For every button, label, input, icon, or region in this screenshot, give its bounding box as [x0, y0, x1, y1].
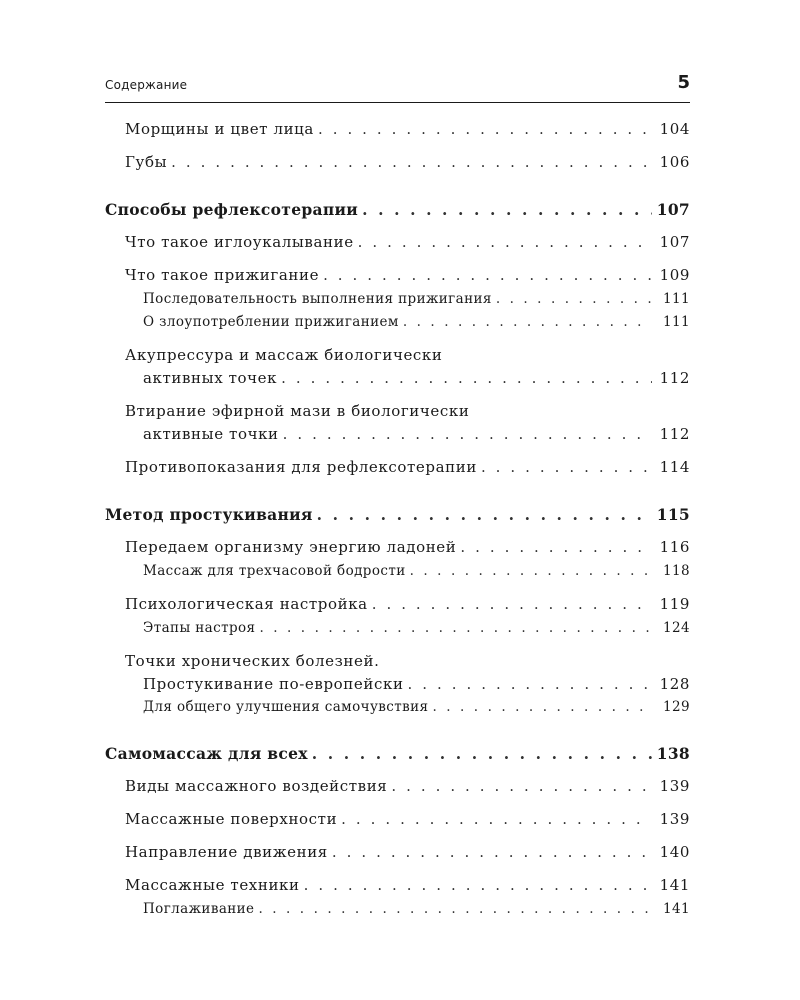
toc-entry[interactable] [125, 233, 690, 251]
toc-subentry[interactable] [143, 291, 690, 307]
dot-leader [304, 876, 652, 894]
toc-chapter-page: 107 [656, 200, 690, 219]
toc-subentry[interactable] [143, 901, 690, 917]
running-title: Содержание [105, 78, 188, 92]
toc-subentry-page: 124 [663, 620, 690, 636]
toc-subentry-title: Массаж для трехчасовой бодрости [143, 563, 406, 579]
toc-chapter[interactable] [105, 505, 690, 524]
toc-entry-page: 128 [659, 675, 690, 693]
toc-entry[interactable] [125, 120, 690, 138]
dot-leader [283, 425, 652, 443]
toc-entry[interactable] [125, 458, 690, 476]
toc-entry[interactable] [125, 595, 690, 613]
toc-entry-page: 119 [659, 595, 690, 613]
toc-entry-title: Массажные техники [125, 876, 300, 894]
dot-leader [460, 538, 652, 556]
dot-leader [341, 810, 652, 828]
dot-leader [403, 314, 652, 330]
toc-subentry[interactable] [143, 314, 690, 330]
toc-subentry-page: 111 [663, 291, 690, 307]
dot-leader [410, 563, 652, 579]
toc-entry-title-line2: Простукивание по-европейски [143, 675, 404, 693]
toc-chapter-title: Способы рефлексотерапии [105, 200, 359, 219]
toc-entry-title: Направление движения [125, 843, 328, 861]
dot-leader [317, 505, 652, 524]
toc-entry-title-line1[interactable]: Акупрессура и массаж биологически [125, 346, 443, 364]
toc-entry-title: Массажные поверхности [125, 810, 338, 828]
toc-subentry-title: Поглаживание [143, 901, 255, 917]
dot-leader [481, 458, 652, 476]
toc-entry-page: 141 [659, 876, 690, 894]
toc-entry-title: Противопоказания для рефлексотерапии [125, 458, 477, 476]
toc-chapter-title: Метод простукивания [105, 505, 313, 524]
header-divider [105, 102, 690, 103]
toc-entry-title-line1[interactable]: Точки хронических болезней. [125, 652, 380, 670]
dot-leader [408, 675, 652, 693]
toc-entry-title-line2: активные точки [143, 425, 279, 443]
toc-entry[interactable] [125, 538, 690, 556]
toc-chapter[interactable] [105, 200, 690, 219]
dot-leader [391, 777, 652, 795]
toc-entry-title-line1[interactable]: Втирание эфирной мази в биологически [125, 402, 470, 420]
toc-subentry-title: О злоупотреблении прижиганием [143, 314, 399, 330]
dot-leader [372, 595, 652, 613]
toc-entry[interactable] [143, 425, 690, 443]
toc-subentry-page: 141 [663, 901, 690, 917]
toc-entry-page: 106 [659, 153, 690, 171]
dot-leader [323, 266, 652, 284]
toc-entry-page: 109 [659, 266, 690, 284]
dot-leader [171, 153, 652, 171]
toc-entry[interactable] [125, 843, 690, 861]
dot-leader [312, 744, 652, 763]
toc-chapter-page: 115 [656, 505, 690, 524]
toc-entry-page: 114 [659, 458, 690, 476]
toc-entry-title: Что такое иглоукалывание [125, 233, 354, 251]
toc-chapter[interactable] [105, 744, 690, 763]
toc-entry-title: Передаем организму энергию ладоней [125, 538, 457, 556]
toc-subentry-page: 129 [663, 699, 690, 715]
toc-entry-title: Виды массажного воздействия [125, 777, 388, 795]
dot-leader [432, 699, 652, 715]
page-header [105, 72, 690, 98]
toc-subentry-title: Последовательность выполнения прижигания [143, 291, 492, 307]
toc-chapter-title: Самомассаж для всех [105, 744, 308, 763]
toc-subentry-page: 118 [663, 563, 690, 579]
toc-entry-page: 104 [659, 120, 690, 138]
dot-leader [258, 901, 652, 917]
toc-entry-page: 112 [659, 425, 690, 443]
toc-entry[interactable] [125, 153, 690, 171]
dot-leader [318, 120, 652, 138]
dot-leader [332, 843, 652, 861]
page-number: 5 [677, 72, 690, 93]
toc-subentry[interactable] [143, 563, 690, 579]
toc-entry-page: 139 [659, 777, 690, 795]
dot-leader [259, 620, 652, 636]
toc-entry-title: Губы [125, 153, 168, 171]
dot-leader [362, 200, 652, 219]
toc-subentry-title: Для общего улучшения самочувствия [143, 699, 429, 715]
toc-entry-page: 116 [659, 538, 690, 556]
toc-subentry-page: 111 [663, 314, 690, 330]
toc-entry-page: 112 [659, 369, 690, 387]
toc-subentry-title: Этапы настроя [143, 620, 256, 636]
toc-entry-title: Что такое прижигание [125, 266, 320, 284]
toc-subentry[interactable] [143, 620, 690, 636]
toc-entry[interactable] [125, 266, 690, 284]
toc-entry[interactable] [125, 876, 690, 894]
toc-entry[interactable] [143, 369, 690, 387]
toc-entry-title: Морщины и цвет лица [125, 120, 314, 138]
toc-entry[interactable] [125, 810, 690, 828]
toc-entry-page: 140 [659, 843, 690, 861]
dot-leader [496, 291, 652, 307]
dot-leader [281, 369, 652, 387]
toc-entry-page: 107 [659, 233, 690, 251]
toc-entry[interactable] [143, 675, 690, 693]
toc-entry-page: 139 [659, 810, 690, 828]
dot-leader [358, 233, 652, 251]
toc-chapter-page: 138 [656, 744, 690, 763]
toc-entry-title: Психологическая настройка [125, 595, 368, 613]
toc-entry-title-line2: активных точек [143, 369, 278, 387]
toc-entry[interactable] [125, 777, 690, 795]
toc-subentry[interactable] [143, 699, 690, 715]
